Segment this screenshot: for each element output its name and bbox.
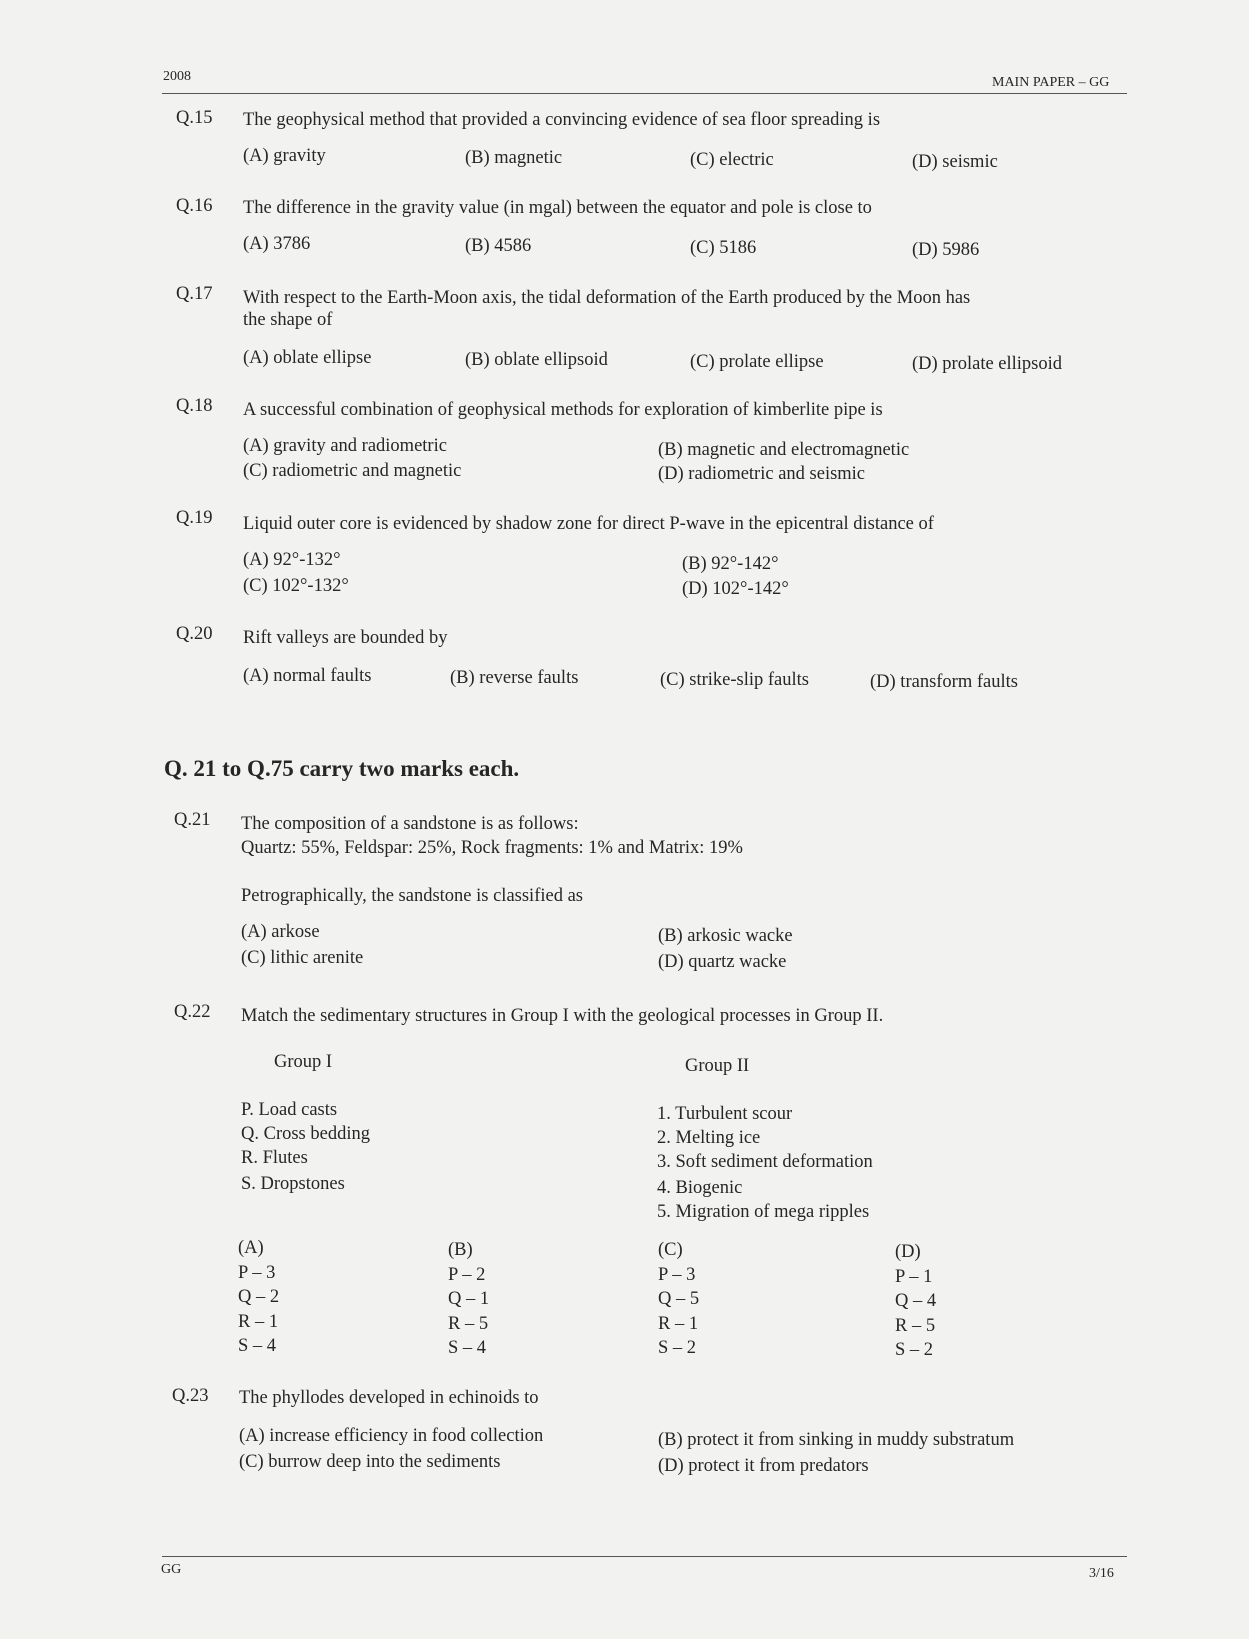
q22-answer-line: Q – 5 [658,1289,700,1309]
q15-option-a: (A) gravity [243,146,326,166]
q22-group2-title: Group II [685,1056,750,1076]
q23-option-a: (A) increase efficiency in food collection [239,1426,544,1446]
q22-group2-item: 1. Turbulent scour [657,1104,793,1124]
header-year: 2008 [163,69,191,84]
q22-answer-label: (D) [895,1242,921,1262]
q15-option-c: (C) electric [690,150,774,170]
q22-answer-c [658,1238,699,1361]
q23-option-d: (D) protect it from predators [658,1456,869,1476]
q17-option-d: (D) prolate ellipsoid [912,354,1063,374]
q18-option-b: (B) magnetic and electromagnetic [658,440,910,460]
q20-number: Q.20 [176,624,213,644]
q22-answer-line: Q – 1 [448,1289,490,1309]
q22-answer-line: R – 5 [895,1315,936,1336]
q19-option-c: (C) 102°-132° [243,576,349,596]
header-paper-code: MAIN PAPER – GG [992,75,1110,90]
q22-answer-line: S – 2 [895,1340,934,1360]
q21-text-line3: Petrographically, the sandstone is classified as [241,886,583,906]
q22-number: Q.22 [174,1002,211,1022]
q20-option-b: (B) reverse faults [450,668,579,688]
q19-option-d: (D) 102°-142° [682,579,789,599]
q21-option-b: (B) arkosic wacke [658,926,793,946]
q22-answer-line: P – 1 [895,1266,933,1287]
q22-text: Match the sedimentary structures in Group I with the geological processes in Group II. [241,1006,884,1026]
q22-answer-b [448,1238,489,1361]
q16-option-b: (B) 4586 [465,236,532,256]
q23-number: Q.23 [172,1386,209,1406]
q20-option-c: (C) strike-slip faults [660,670,810,690]
q21-text-line2: Quartz: 55%, Feldspar: 25%, Rock fragments: 1% and Matrix: 19% [241,838,743,858]
q17-text-line1: With respect to the Earth-Moon axis, the tidal deformation of the Earth produced by the Moon has [243,288,971,308]
q15-number: Q.15 [176,108,213,128]
q18-option-a: (A) gravity and radiometric [243,436,447,456]
q21-option-d: (D) quartz wacke [658,952,787,972]
q18-option-c: (C) radiometric and magnetic [243,461,462,481]
q22-group1-item: S. Dropstones [241,1174,345,1194]
q21-text-line1: The composition of a sandstone is as follows: [241,814,579,834]
q16-option-a: (A) 3786 [243,234,311,254]
q22-answer-a [238,1236,279,1359]
q17-number: Q.17 [176,284,213,304]
q22-answer-line: R – 1 [658,1313,699,1334]
q18-text: A successful combination of geophysical methods for exploration of kimberlite pipe is [243,400,883,420]
q22-group2-item: 5. Migration of mega ripples [657,1202,870,1222]
q23-text: The phyllodes developed in echinoids to [239,1388,539,1408]
q22-answer-line: S – 4 [238,1336,277,1356]
q22-answer-line: P – 3 [238,1262,276,1283]
q17-text-line2: the shape of [243,310,333,330]
q22-answer-line: Q – 2 [238,1287,280,1307]
q22-group1-item: R. Flutes [241,1148,308,1168]
q17-option-b: (B) oblate ellipsoid [465,350,608,370]
q21-number: Q.21 [174,810,211,830]
footer-page-number: 3/16 [1089,1566,1114,1581]
q19-option-a: (A) 92°-132° [243,550,341,570]
q17-option-a: (A) oblate ellipse [243,348,372,368]
q22-group2-item: 2. Melting ice [657,1128,761,1148]
q18-number: Q.18 [176,396,213,416]
header-rule [162,93,1127,94]
footer-rule [162,1556,1127,1557]
q22-group1-item: Q. Cross bedding [241,1124,370,1144]
q16-number: Q.16 [176,196,213,216]
q22-answer-line: P – 3 [658,1264,696,1285]
q22-answer-label: (A) [238,1238,264,1258]
q22-group1-title: Group I [274,1052,333,1072]
q22-answer-line: S – 4 [448,1338,487,1358]
q15-option-b: (B) magnetic [465,148,563,168]
q17-option-c: (C) prolate ellipse [690,352,824,372]
q15-text: The geophysical method that provided a convincing evidence of sea floor spreading is [243,110,881,130]
footer-code: GG [161,1562,182,1577]
q21-option-c: (C) lithic arenite [241,948,364,968]
q15-option-d: (D) seismic [912,152,998,172]
q22-group2-item: 4. Biogenic [657,1178,743,1198]
q22-group2-item: 3. Soft sediment deformation [657,1152,873,1172]
q22-answer-line: P – 2 [448,1264,486,1285]
q22-answer-line: S – 2 [658,1338,697,1358]
q19-text: Liquid outer core is evidenced by shadow zone for direct P-wave in the epicentral distance of [243,514,934,534]
q16-text: The difference in the gravity value (in mgal) between the equator and pole is close to [243,198,872,218]
q21-option-a: (A) arkose [241,922,320,942]
q20-option-a: (A) normal faults [243,666,372,686]
q22-group1-item: P. Load casts [241,1100,338,1120]
section-heading: Q. 21 to Q.75 carry two marks each. [164,756,520,781]
q18-option-d: (D) radiometric and seismic [658,464,866,484]
q19-option-b: (B) 92°-142° [682,554,779,574]
q16-option-d: (D) 5986 [912,240,980,260]
q22-answer-d [895,1240,936,1363]
q22-answer-line: R – 5 [448,1313,489,1334]
q22-answer-label: (B) [448,1240,473,1260]
q20-option-d: (D) transform faults [870,672,1018,692]
q22-answer-label: (C) [658,1240,683,1260]
q22-answer-line: Q – 4 [895,1291,937,1311]
q23-option-b: (B) protect it from sinking in muddy substratum [658,1430,1015,1450]
q22-answer-line: R – 1 [238,1311,279,1332]
q20-text: Rift valleys are bounded by [243,628,448,648]
q16-option-c: (C) 5186 [690,238,757,258]
q23-option-c: (C) burrow deep into the sediments [239,1452,501,1472]
q19-number: Q.19 [176,508,213,528]
